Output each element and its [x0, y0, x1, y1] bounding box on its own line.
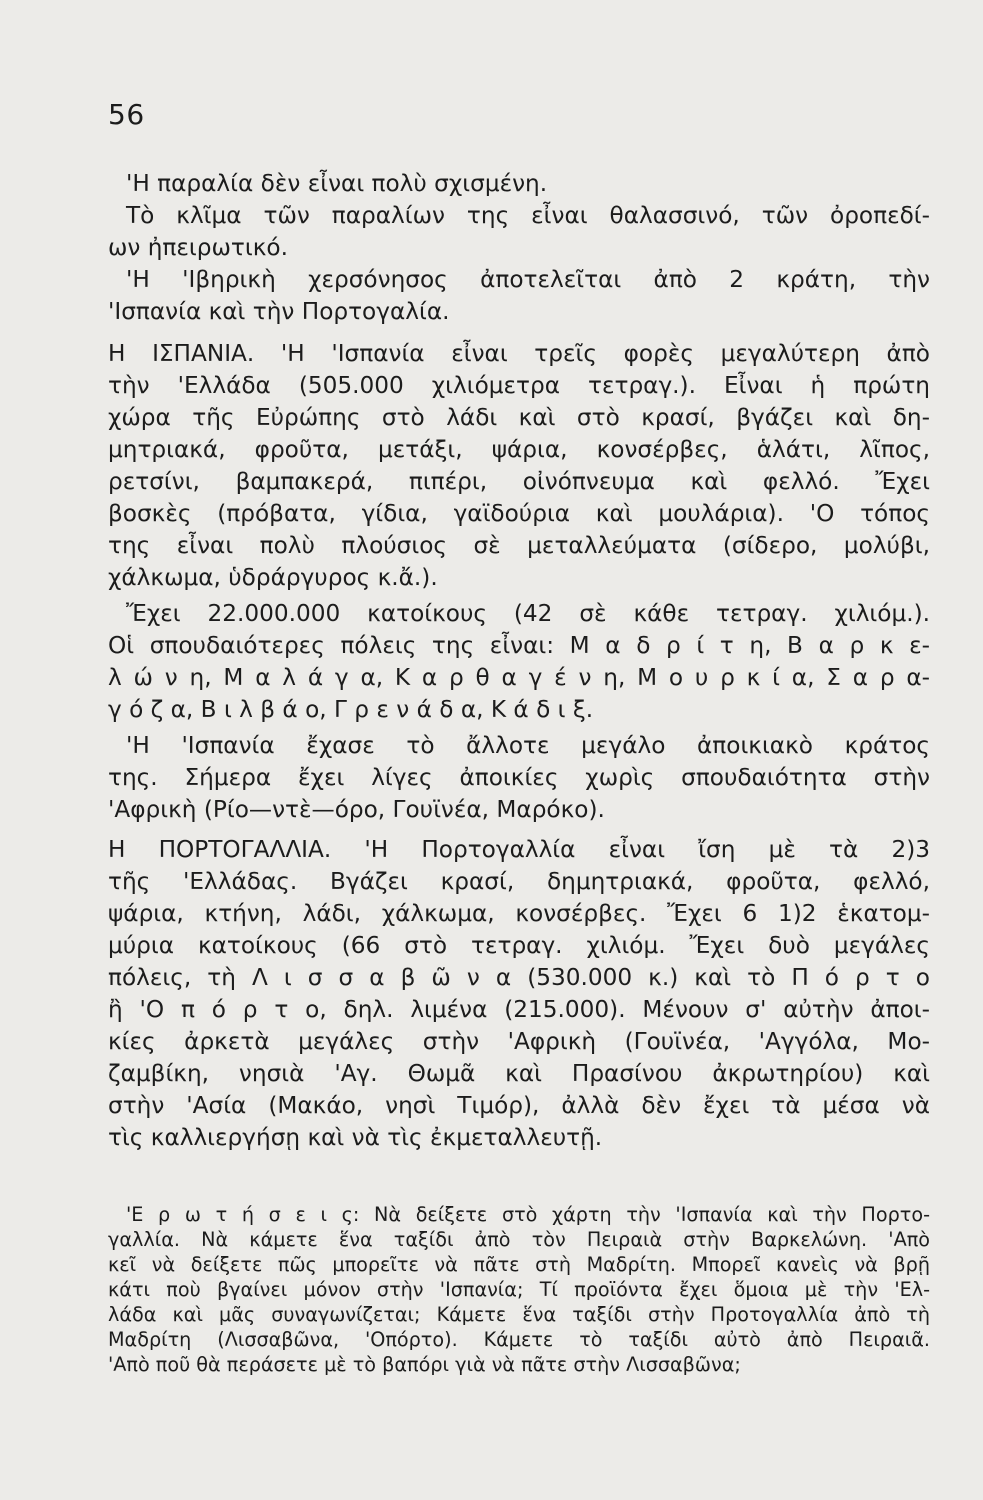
text-line: Ἔχει 22.000.000 κατοίκους (42 σὲ κάθε τετραγ. χιλιόμ.). [126, 600, 930, 627]
text-line: ἢ 'Ο π ό ρ τ ο, δηλ. λιμένα (215.000). Μένουν σ' αὐτὴν ἀποι- [108, 996, 930, 1023]
text-line: Η ΠΟΡΤΟΓΑΛΛΙΑ. 'Η Πορτογαλλία εἶναι ἴση μὲ τὰ 2)3 [108, 836, 930, 863]
text-line: στὴν 'Ασία (Μακάο, νησὶ Τιμόρ), ἀλλὰ δὲν ἔχει τὰ μέσα νὰ [108, 1092, 930, 1119]
text-line: 'Η 'Ισπανία ἔχασε τὸ ἄλλοτε μεγάλο ἀποικιακὸ κράτος [126, 732, 930, 759]
text-line: τὶς καλλιεργήσῃ καὶ νὰ τὶς ἐκμεταλλευτῇ. [108, 1124, 603, 1151]
text-line: της. Σήμερα ἔχει λίγες ἀποικίες χωρὶς σπουδαιότητα στὴν [108, 764, 930, 791]
text-line: 'Ισπανία καὶ τὴν Πορτογαλία. [108, 298, 450, 325]
text-line: Η ΙΣΠΑΝΙΑ. 'Η 'Ισπανία εἶναι τρεῖς φορὲς μεγαλύτερη ἀπὸ [108, 340, 930, 367]
question-line: 'Ε ρ ω τ ή σ ε ι ς: Νὰ δείξετε στὸ χάρτη τὴν 'Ισπανία καὶ τὴν Πορτο- [126, 1203, 930, 1226]
question-line: λάδα καὶ μᾶς συναγωνίζεται; Κάμετε ἕνα ταξίδι στὴν Προτογαλλία ἀπὸ τὴ [108, 1303, 930, 1326]
text-line: τὴν 'Ελλάδα (505.000 χιλιόμετρα τετραγ.). Εἶναι ἡ πρώτη [108, 372, 930, 399]
question-line: γαλλία. Νὰ κάμετε ἕνα ταξίδι ἀπὸ τὸν Πειραιὰ στὴν Βαρκελώνη. 'Απὸ [108, 1228, 930, 1251]
text-line: ρετσίνι, βαμπακερά, πιπέρι, οἰνόπνευμα καὶ φελλό. Ἔχει [108, 468, 930, 495]
text-line: μύρια κατοίκους (66 στὸ τετραγ. χιλιόμ. Ἔχει δυὸ μεγάλες [108, 932, 930, 959]
text-line: Τὸ κλῖμα τῶν παραλίων της εἶναι θαλασσινό, τῶν ὀροπεδί- [126, 202, 930, 229]
text-line: ζαμβίκη, νησιὰ 'Αγ. Θωμᾶ καὶ Πρασίνου ἀκρωτηρίου) καὶ [108, 1060, 930, 1087]
text-line: ων ἠπειρωτικό. [108, 234, 288, 261]
page-number: 56 [108, 98, 145, 131]
text-line: χώρα τῆς Εὐρώπης στὸ λάδι καὶ στὸ κρασί, βγάζει καὶ δη- [108, 404, 930, 431]
text-line: γ ό ζ α, Β ι λ β ά ο, Γ ρ ε ν ά δ α, Κ ά δ ι ξ. [108, 696, 594, 723]
question-line: Μαδρίτη (Λισσαβῶνα, 'Οπόρτο). Κάμετε τὸ ταξίδι αὐτὸ ἀπὸ Πειραιᾶ. [108, 1328, 930, 1351]
question-line: 'Απὸ ποῦ θὰ περάσετε μὲ τὸ βαπόρι γιὰ νὰ πᾶτε στὴν Λισσαβῶνα; [108, 1353, 741, 1376]
text-line: 'Η παραλία δὲν εἶναι πολὺ σχισμένη. [126, 170, 548, 197]
question-line: κεῖ νὰ δείξετε πῶς μπορεῖτε νὰ πᾶτε στὴ Μαδρίτη. Μπορεῖ κανεὶς νὰ βρῇ [108, 1253, 930, 1276]
text-line: της εἶναι πολὺ πλούσιος σὲ μεταλλεύματα (σίδερο, μολύβι, [108, 532, 930, 559]
question-line: κάτι ποὺ βγαίνει μόνον στὴν 'Ισπανία; Τί προϊόντα ἔχει ὅμοια μὲ τὴν 'Ελ- [108, 1278, 930, 1301]
text-line: κίες ἀρκετὰ μεγάλες στὴν 'Αφρικὴ (Γουϊνέα, 'Αγγόλα, Μο- [108, 1028, 930, 1055]
text-line: 'Αφρικὴ (Ρίο—ντὲ—όρο, Γουϊνέα, Μαρόκο). [108, 796, 605, 823]
text-line: βοσκὲς (πρόβατα, γίδια, γαϊδούρια καὶ μουλάρια). 'Ο τόπος [108, 500, 930, 527]
text-line: λ ώ ν η, Μ α λ ά γ α, Κ α ρ θ α γ έ ν η, Μ ο υ ρ κ ί α, Σ α ρ α- [108, 664, 930, 691]
text-line: 'Η 'Ιβηρικὴ χερσόνησος ἀποτελεῖται ἀπὸ 2 κράτη, τὴν [126, 266, 930, 293]
text-line: ψάρια, κτήνη, λάδι, χάλκωμα, κονσέρβες. Ἔχει 6 1)2 ἑκατομ- [108, 900, 930, 927]
text-line: Οἱ σπουδαιότερες πόλεις της εἶναι: Μ α δ ρ ί τ η, Β α ρ κ ε- [108, 632, 930, 659]
text-line: τῆς 'Ελλάδας. Βγάζει κρασί, δημητριακά, φροῦτα, φελλό, [108, 868, 930, 895]
text-line: μητριακά, φροῦτα, μετάξι, ψάρια, κονσέρβες, ἁλάτι, λῖπος, [108, 436, 930, 463]
text-line: χάλκωμα, ὑδράργυρος κ.ἄ.). [108, 564, 438, 591]
text-line: πόλεις, τὴ Λ ι σ σ α β ῶ ν α (530.000 κ.) καὶ τὸ Π ό ρ τ ο [108, 964, 930, 991]
